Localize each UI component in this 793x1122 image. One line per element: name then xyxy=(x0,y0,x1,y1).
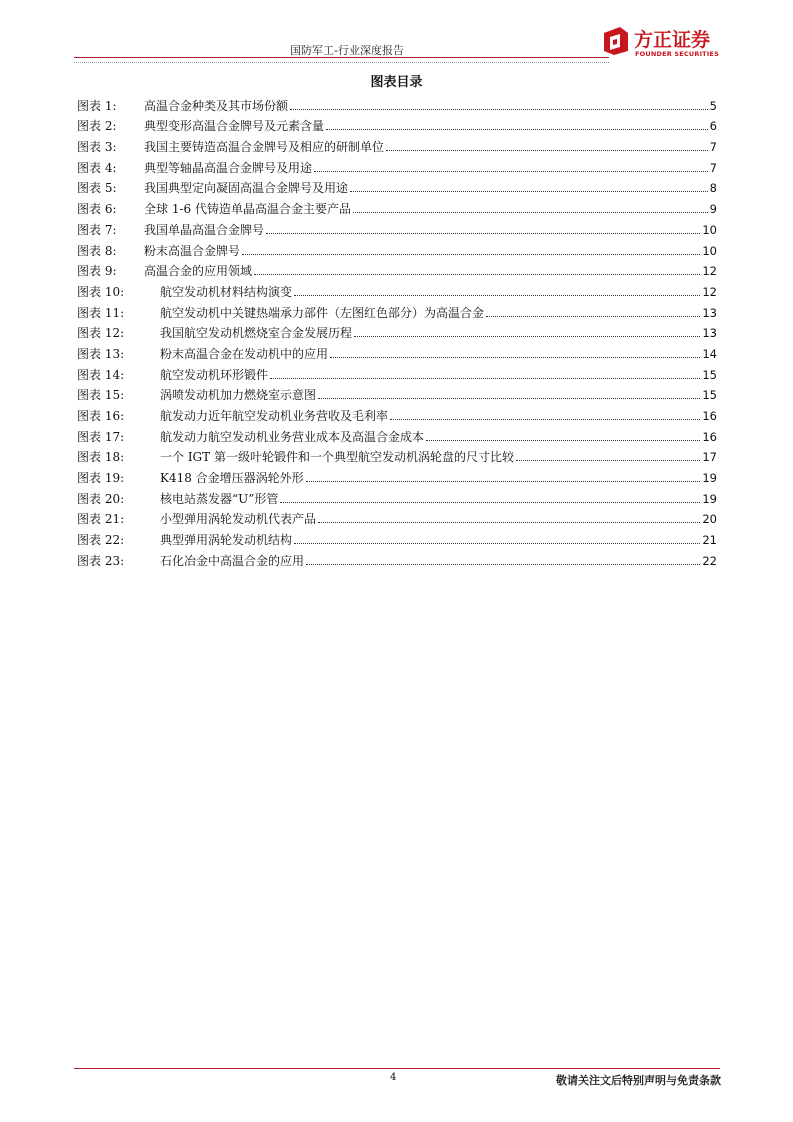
toc-entry-text: 小型弹用涡轮发动机代表产品 xyxy=(160,512,317,527)
toc-entry-page: 13 xyxy=(702,326,717,341)
toc-entry-leader xyxy=(354,336,700,337)
toc-entry-label: 图表 2: xyxy=(77,119,117,134)
toc-entry-label: 图表 16: xyxy=(77,409,125,423)
toc-entry-leader xyxy=(390,419,700,420)
toc-entry[interactable] xyxy=(77,382,717,403)
toc-entry-text: 航发动力近年航空发动机业务营收及毛利率 xyxy=(160,409,389,423)
toc-entry-leader xyxy=(350,191,708,192)
toc-entry-label: 图表 7: xyxy=(77,222,117,237)
toc-entry-label: 图表 14: xyxy=(77,367,125,382)
toc-entry-leader xyxy=(294,543,700,544)
toc-entry-text: 我国典型定向凝固高温合金牌号及用途 xyxy=(144,181,349,196)
toc-entry-label: 图表 23: xyxy=(77,553,125,568)
toc-entry-text: K418 合金增压器涡轮外形 xyxy=(160,471,304,486)
toc-entry-page: 13 xyxy=(702,305,717,320)
toc-entry[interactable] xyxy=(77,485,717,506)
toc-entry-label: 图表 1: xyxy=(77,98,117,113)
toc-entry-leader xyxy=(280,502,700,503)
toc-entry-leader xyxy=(318,522,700,523)
footer-disclaimer: 敬请关注文后特别声明与免责条款 xyxy=(556,1074,721,1087)
toc-entry[interactable] xyxy=(77,299,717,320)
header-title: 国防军工-行业深度报告 xyxy=(290,44,404,57)
toc-entry-page: 15 xyxy=(702,367,717,382)
toc-entry-label: 图表 6: xyxy=(77,202,117,217)
toc-entry-leader xyxy=(486,316,700,317)
toc-entry-text: 航空发动机中关键热端承力部件（左图红色部分）为高温合金 xyxy=(160,305,485,320)
toc-entry-text: 典型变形高温合金牌号及元素含量 xyxy=(144,119,325,134)
toc-entry-label: 图表 4: xyxy=(77,160,117,175)
toc-entry-page: 8 xyxy=(709,181,717,196)
page-number: 4 xyxy=(390,1072,397,1083)
toc-entry-leader xyxy=(254,274,700,275)
founder-logo-icon xyxy=(600,25,632,57)
toc-entry-text: 典型弹用涡轮发动机结构 xyxy=(160,533,293,548)
toc-entry-leader xyxy=(426,440,700,441)
toc-entry-page: 10 xyxy=(702,222,717,237)
toc-entry-label: 图表 12: xyxy=(77,326,125,341)
toc-entry-text: 高温合金的应用领域 xyxy=(144,264,253,279)
toc-entry-text: 我国主要铸造高温合金牌号及相应的研制单位 xyxy=(144,140,385,155)
toc-entry-text: 航发动力航空发动机业务营业成本及高温合金成本 xyxy=(160,429,425,444)
toc-entry-text: 粉末高温合金牌号 xyxy=(144,243,241,258)
toc-entry-label: 图表 19: xyxy=(77,471,125,486)
toc-entry-text: 高温合金种类及其市场份额 xyxy=(144,98,289,113)
toc-entry-label: 图表 9: xyxy=(77,264,117,279)
toc-title: 图表目录 xyxy=(370,75,423,90)
toc-entry[interactable] xyxy=(77,340,717,361)
toc-entry-leader xyxy=(306,481,701,482)
toc-entry[interactable] xyxy=(77,423,717,444)
toc-entry-leader xyxy=(314,171,708,172)
toc-entry-leader xyxy=(330,357,700,358)
toc-entry-page: 7 xyxy=(709,160,717,175)
toc-entry-page: 16 xyxy=(702,409,717,423)
toc-entry-page: 21 xyxy=(702,533,717,548)
toc-entry[interactable] xyxy=(77,154,717,175)
toc-entry-page: 20 xyxy=(702,512,717,527)
toc-entry[interactable] xyxy=(77,113,717,134)
toc-entry[interactable] xyxy=(77,237,717,258)
toc-entry-leader xyxy=(386,150,708,151)
toc-entry-page: 16 xyxy=(702,429,717,444)
toc-entry[interactable] xyxy=(77,258,717,279)
toc-entry-text: 我国单晶高温合金牌号 xyxy=(144,222,265,237)
footer-rule xyxy=(74,1068,720,1069)
toc-entry-leader xyxy=(326,129,708,130)
toc-list xyxy=(77,92,717,568)
toc-entry[interactable] xyxy=(77,133,717,154)
toc-entry[interactable] xyxy=(77,278,717,299)
toc-entry-page: 17 xyxy=(702,450,717,465)
toc-entry-text: 石化冶金中高温合金的应用 xyxy=(160,553,305,568)
toc-entry-leader xyxy=(266,233,700,234)
toc-entry-text: 涡喷发动机加力燃烧室示意图 xyxy=(160,388,317,403)
toc-entry-leader xyxy=(290,109,708,110)
toc-entry-label: 图表 22: xyxy=(77,533,125,548)
toc-entry[interactable] xyxy=(77,526,717,547)
toc-entry[interactable] xyxy=(77,216,717,237)
header-rule xyxy=(74,57,609,58)
toc-entry-text: 我国航空发动机燃烧室合金发展历程 xyxy=(160,326,353,341)
toc-entry-page: 10 xyxy=(702,243,717,258)
toc-entry-leader xyxy=(306,564,700,565)
toc-entry-page: 22 xyxy=(702,553,717,568)
toc-entry[interactable] xyxy=(77,92,717,113)
toc-entry[interactable] xyxy=(77,361,717,382)
toc-entry-leader xyxy=(270,378,700,379)
toc-entry-text: 核电站蒸发器“U”形管 xyxy=(160,491,279,506)
toc-entry-page: 7 xyxy=(709,140,717,155)
toc-entry-page: 12 xyxy=(702,264,717,279)
toc-entry[interactable] xyxy=(77,547,717,568)
toc-entry-label: 图表 21: xyxy=(77,512,125,527)
toc-entry-page: 14 xyxy=(702,346,717,361)
toc-entry-label: 图表 17: xyxy=(77,429,125,444)
toc-entry[interactable] xyxy=(77,506,717,527)
toc-entry[interactable] xyxy=(77,402,717,423)
toc-entry[interactable] xyxy=(77,320,717,341)
toc-entry-label: 图表 15: xyxy=(77,388,125,403)
toc-entry[interactable] xyxy=(77,175,717,196)
toc-entry-text: 典型等轴晶高温合金牌号及用途 xyxy=(144,160,313,175)
toc-entry-label: 图表 18: xyxy=(77,450,125,465)
toc-entry-text: 全球 1-6 代铸造单晶高温合金主要产品 xyxy=(144,202,351,217)
toc-entry-leader xyxy=(353,212,708,213)
toc-entry-label: 图表 13: xyxy=(77,346,125,361)
toc-entry-page: 12 xyxy=(702,284,717,299)
toc-entry-leader xyxy=(294,295,700,296)
founder-securities-logo xyxy=(600,25,722,59)
logo-name-cn: 方正证券 xyxy=(634,29,711,51)
toc-entry-text: 粉末高温合金在发动机中的应用 xyxy=(160,346,329,361)
toc-entry[interactable] xyxy=(77,444,717,465)
toc-entry-label: 图表 3: xyxy=(77,140,117,155)
toc-entry-page: 5 xyxy=(709,98,717,113)
toc-entry-page: 15 xyxy=(702,388,717,403)
toc-entry-text: 航空发动机材料结构演变 xyxy=(160,284,293,299)
toc-entry-leader xyxy=(242,254,700,255)
toc-entry-label: 图表 8: xyxy=(77,243,117,258)
toc-entry-label: 图表 11: xyxy=(77,305,125,320)
toc-entry-text: 航空发动机环形锻件 xyxy=(160,367,269,382)
toc-entry-leader xyxy=(516,460,700,461)
toc-entry-text: 一个 IGT 第一级叶轮锻件和一个典型航空发动机涡轮盘的尺寸比较 xyxy=(160,450,514,465)
toc-entry[interactable] xyxy=(77,464,717,485)
toc-entry-leader xyxy=(318,398,700,399)
toc-entry-label: 图表 10: xyxy=(77,284,125,299)
toc-entry-label: 图表 5: xyxy=(77,181,117,196)
toc-entry-label: 图表 20: xyxy=(77,491,125,506)
header-dotted-rule xyxy=(74,62,609,63)
logo-name-en: FOUNDER SECURITIES xyxy=(635,50,719,58)
toc-entry-page: 19 xyxy=(702,491,717,506)
toc-entry-page: 19 xyxy=(702,471,717,486)
toc-entry-page: 6 xyxy=(709,119,717,134)
toc-entry[interactable] xyxy=(77,195,717,216)
toc-entry-page: 9 xyxy=(709,202,717,217)
